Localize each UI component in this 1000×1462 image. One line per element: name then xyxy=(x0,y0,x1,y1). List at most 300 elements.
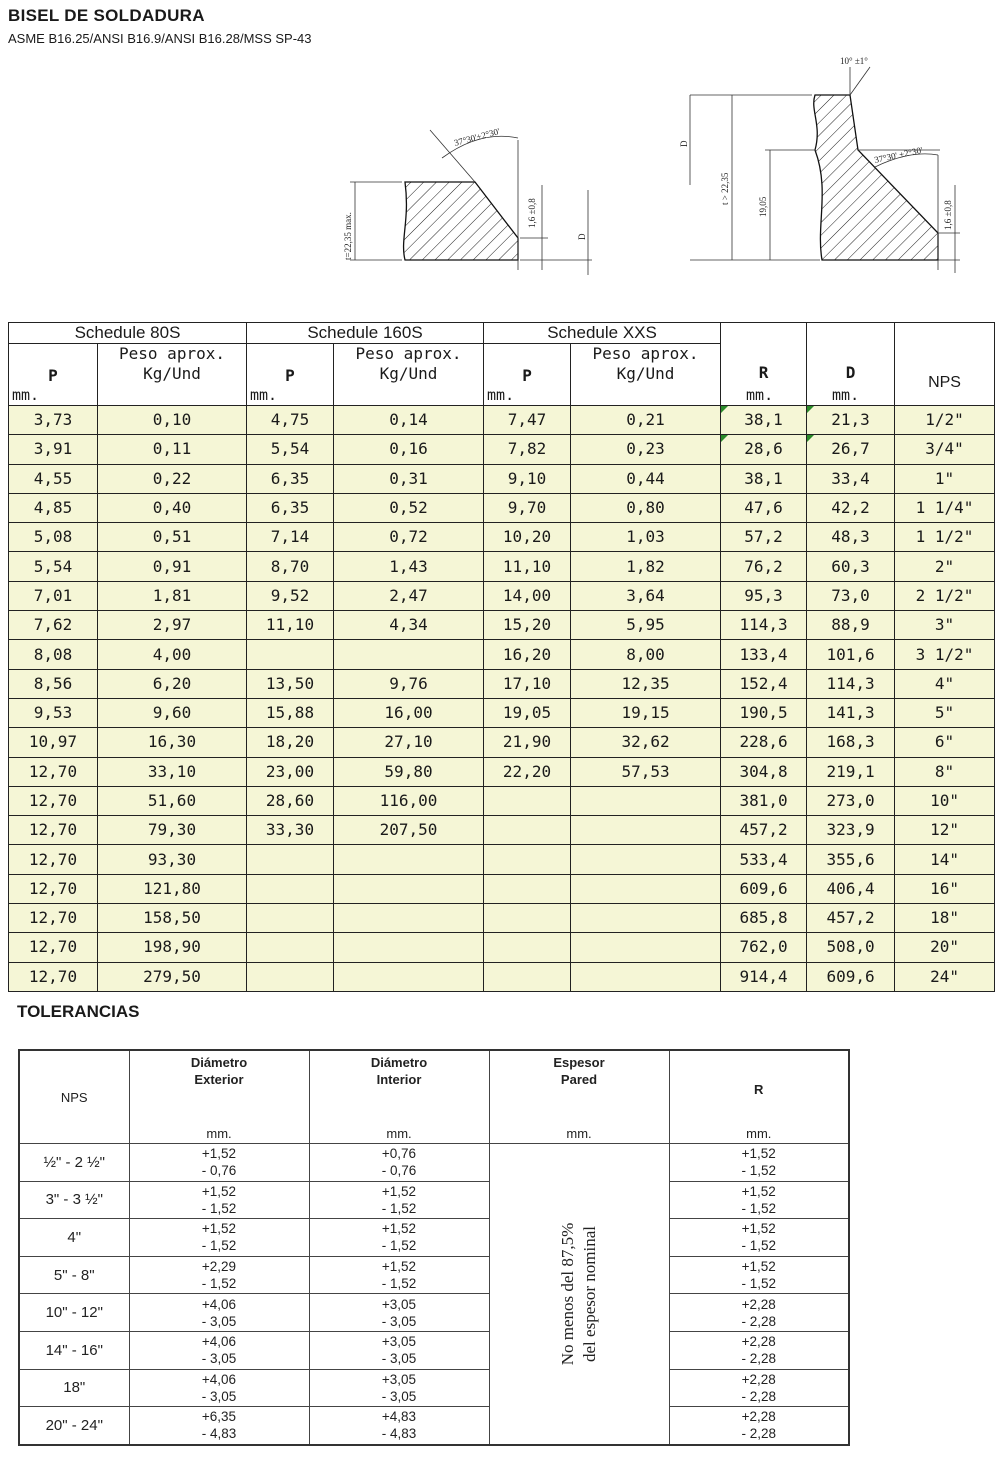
table-cell: 7,01 xyxy=(9,581,98,610)
tol-minus: - 2,28 xyxy=(741,1426,777,1442)
tol-nps-cell: 18" xyxy=(19,1369,129,1407)
table-cell xyxy=(571,904,721,933)
table-cell: 21,3 xyxy=(807,406,895,435)
table-cell: 0,31 xyxy=(334,464,484,493)
table-cell: 9,60 xyxy=(98,698,247,727)
tol-minus: - 0,76 xyxy=(381,1163,417,1179)
table-cell: 2,47 xyxy=(334,581,484,610)
tol-plus: +2,28 xyxy=(741,1334,776,1350)
table-cell: 3/4" xyxy=(895,435,995,464)
table-cell: 26,7 xyxy=(807,435,895,464)
table-cell xyxy=(334,962,484,991)
tol-minus: - 3,05 xyxy=(381,1313,417,1329)
table-cell xyxy=(571,816,721,845)
table-cell xyxy=(247,874,334,903)
tol-value-cell xyxy=(669,1181,849,1219)
tol-plus: +1,52 xyxy=(201,1221,237,1237)
tol-plus: +1,52 xyxy=(201,1146,237,1162)
tol-value-cell xyxy=(309,1219,489,1257)
table-cell: 76,2 xyxy=(721,552,807,581)
schedule-table xyxy=(8,322,995,992)
tol-r-header: R mm. xyxy=(669,1050,849,1144)
table-cell: 7,14 xyxy=(247,523,334,552)
table-cell: 5,95 xyxy=(571,611,721,640)
tol-minus: - 1,52 xyxy=(201,1200,237,1216)
table-row xyxy=(19,1369,849,1407)
table-cell: 228,6 xyxy=(721,728,807,757)
table-cell: 24" xyxy=(895,962,995,991)
wall-note-line-1: No menos del 87,5% xyxy=(558,1222,577,1366)
tol-minus: - 2,28 xyxy=(741,1313,777,1329)
tol-value-cell xyxy=(129,1219,309,1257)
table-cell: 3,91 xyxy=(9,435,98,464)
table-cell: 1/2" xyxy=(895,406,995,435)
table-cell: 0,23 xyxy=(571,435,721,464)
diameter-label: D xyxy=(679,140,689,147)
tolerances-table xyxy=(18,1049,850,1446)
table-cell: 12,70 xyxy=(9,816,98,845)
table-cell: 1,03 xyxy=(571,523,721,552)
table-row xyxy=(9,493,995,522)
table-cell: 10,20 xyxy=(484,523,571,552)
tol-minus: - 3,05 xyxy=(381,1388,417,1404)
table-cell: 3,64 xyxy=(571,581,721,610)
table-cell: 457,2 xyxy=(807,904,895,933)
table-cell xyxy=(247,904,334,933)
table-cell: 16" xyxy=(895,874,995,903)
table-cell: 9,70 xyxy=(484,493,571,522)
table-cell xyxy=(334,933,484,962)
tol-plus: +2,29 xyxy=(201,1259,237,1275)
table-cell: 0,91 xyxy=(98,552,247,581)
table-cell xyxy=(571,845,721,874)
tol-plus: +1,52 xyxy=(381,1259,417,1275)
tol-plus: +1,52 xyxy=(381,1183,417,1199)
table-cell: 273,0 xyxy=(807,786,895,815)
table-cell: 141,3 xyxy=(807,698,895,727)
tol-value-cell xyxy=(129,1407,309,1445)
table-cell: 17,10 xyxy=(484,669,571,698)
table-cell: 12,70 xyxy=(9,757,98,786)
tol-minus: - 1,52 xyxy=(741,1238,777,1254)
table-cell: 762,0 xyxy=(721,933,807,962)
table-cell: 323,9 xyxy=(807,816,895,845)
table-cell: 114,3 xyxy=(721,611,807,640)
table-cell: 4,55 xyxy=(9,464,98,493)
schedule-table-body xyxy=(9,406,995,992)
table-cell: 33,10 xyxy=(98,757,247,786)
table-cell: 16,20 xyxy=(484,640,571,669)
tol-plus: +1,52 xyxy=(201,1183,237,1199)
table-cell: 0,10 xyxy=(98,406,247,435)
table-cell: 23,00 xyxy=(247,757,334,786)
tol-minus: - 2,28 xyxy=(741,1388,777,1404)
table-cell: 48,3 xyxy=(807,523,895,552)
table-cell: 0,16 xyxy=(334,435,484,464)
tol-plus: +1,52 xyxy=(741,1146,776,1162)
tol-plus: +1,52 xyxy=(381,1221,417,1237)
schedule-xxs-header: Schedule XXS xyxy=(484,323,721,344)
table-cell xyxy=(484,816,571,845)
table-cell: 5,08 xyxy=(9,523,98,552)
table-row xyxy=(9,757,995,786)
table-cell: 533,4 xyxy=(721,845,807,874)
tol-minus: - 1,52 xyxy=(741,1200,777,1216)
table-cell: 3" xyxy=(895,611,995,640)
top-angle-label: 10° ±1° xyxy=(840,56,868,66)
table-cell: 33,30 xyxy=(247,816,334,845)
table-cell: 207,50 xyxy=(334,816,484,845)
tol-plus: +1,52 xyxy=(741,1259,776,1275)
table-row xyxy=(9,640,995,669)
table-cell: 8,08 xyxy=(9,640,98,669)
table-cell: 168,3 xyxy=(807,728,895,757)
tol-value-cell xyxy=(309,1369,489,1407)
tol-plus: +3,05 xyxy=(381,1371,417,1387)
tol-nps-cell: 14" - 16" xyxy=(19,1331,129,1369)
table-cell xyxy=(571,962,721,991)
table-cell: 33,4 xyxy=(807,464,895,493)
table-cell: 12,70 xyxy=(9,904,98,933)
p-header: P mm. xyxy=(484,344,571,406)
table-cell: 16,00 xyxy=(334,698,484,727)
table-cell: 15,88 xyxy=(247,698,334,727)
tol-value-cell xyxy=(309,1181,489,1219)
table-cell xyxy=(571,874,721,903)
table-cell: 28,60 xyxy=(247,786,334,815)
table-cell: 95,3 xyxy=(721,581,807,610)
table-cell: 0,40 xyxy=(98,493,247,522)
table-cell: 6,20 xyxy=(98,669,247,698)
table-cell: 47,6 xyxy=(721,493,807,522)
tol-nps-cell: 10" - 12" xyxy=(19,1294,129,1332)
tol-plus: +4,06 xyxy=(201,1334,237,1350)
table-cell: 101,6 xyxy=(807,640,895,669)
table-cell: 15,20 xyxy=(484,611,571,640)
table-cell: 0,51 xyxy=(98,523,247,552)
table-cell: 22,20 xyxy=(484,757,571,786)
table-row xyxy=(9,874,995,903)
table-cell: 28,6 xyxy=(721,435,807,464)
table-cell: 0,80 xyxy=(571,493,721,522)
table-cell: 8,56 xyxy=(9,669,98,698)
table-cell: 7,82 xyxy=(484,435,571,464)
table-cell: 1 1/2" xyxy=(895,523,995,552)
tol-value-cell xyxy=(129,1256,309,1294)
table-cell: 609,6 xyxy=(807,962,895,991)
bevel-diagram-thick-wall xyxy=(670,55,970,280)
table-cell: 10,97 xyxy=(9,728,98,757)
table-cell xyxy=(334,845,484,874)
table-cell: 19,15 xyxy=(571,698,721,727)
table-cell: 11,10 xyxy=(484,552,571,581)
tolerances-title: TOLERANCIAS xyxy=(17,1002,140,1021)
tol-value-cell xyxy=(129,1181,309,1219)
table-row xyxy=(19,1181,849,1219)
table-cell: 59,80 xyxy=(334,757,484,786)
table-cell: 0,72 xyxy=(334,523,484,552)
tol-plus: +1,52 xyxy=(741,1183,776,1199)
table-cell: 1,43 xyxy=(334,552,484,581)
tol-minus: - 1,52 xyxy=(381,1238,417,1254)
table-cell: 1,81 xyxy=(98,581,247,610)
table-cell: 198,90 xyxy=(98,933,247,962)
table-cell: 5,54 xyxy=(9,552,98,581)
table-cell: 121,80 xyxy=(98,874,247,903)
tol-plus: +4,83 xyxy=(381,1409,417,1425)
tol-value-cell xyxy=(309,1331,489,1369)
table-row xyxy=(9,552,995,581)
table-row xyxy=(19,1219,849,1257)
table-cell: 304,8 xyxy=(721,757,807,786)
tol-minus: - 1,52 xyxy=(201,1238,237,1254)
table-row xyxy=(19,1256,849,1294)
table-cell: 406,4 xyxy=(807,874,895,903)
table-row xyxy=(9,523,995,552)
table-cell: 0,52 xyxy=(334,493,484,522)
bevel-diagram-thin-wall xyxy=(330,110,630,280)
table-row xyxy=(9,581,995,610)
table-cell: 9,10 xyxy=(484,464,571,493)
table-cell xyxy=(334,874,484,903)
table-cell: 158,50 xyxy=(98,904,247,933)
table-row xyxy=(9,406,995,435)
table-cell: 11,10 xyxy=(247,611,334,640)
table-cell: 914,4 xyxy=(721,962,807,991)
table-cell: 508,0 xyxy=(807,933,895,962)
table-cell xyxy=(484,933,571,962)
table-cell: 51,60 xyxy=(98,786,247,815)
table-cell: 8,00 xyxy=(571,640,721,669)
table-cell: 355,6 xyxy=(807,845,895,874)
table-cell: 0,11 xyxy=(98,435,247,464)
depth-label: 19,05 xyxy=(758,196,768,217)
table-cell: 20" xyxy=(895,933,995,962)
table-cell: 114,3 xyxy=(807,669,895,698)
table-cell: 4,85 xyxy=(9,493,98,522)
table-cell: 12,35 xyxy=(571,669,721,698)
table-cell: 5,54 xyxy=(247,435,334,464)
table-cell xyxy=(247,845,334,874)
table-cell: 14" xyxy=(895,845,995,874)
tolerances-table-body xyxy=(19,1144,849,1445)
tol-nps-header: NPS xyxy=(19,1050,129,1144)
tol-minus: - 1,52 xyxy=(381,1276,417,1292)
table-cell: 93,30 xyxy=(98,845,247,874)
tol-nps-cell: 4" xyxy=(19,1219,129,1257)
table-cell: 60,3 xyxy=(807,552,895,581)
tol-value-cell xyxy=(669,1331,849,1369)
tol-minus: - 3,05 xyxy=(201,1351,237,1367)
page-title: BISEL DE SOLDADURA xyxy=(8,6,205,25)
tol-plus: +1,52 xyxy=(741,1221,776,1237)
table-cell xyxy=(484,962,571,991)
table-row xyxy=(9,816,995,845)
wall-note-line-2: del espesor nominal xyxy=(580,1225,599,1362)
table-cell: 9,52 xyxy=(247,581,334,610)
table-row xyxy=(9,933,995,962)
table-cell xyxy=(247,933,334,962)
bevel-angle-label: 37°30' ±2°30' xyxy=(873,144,924,165)
tol-value-cell xyxy=(669,1407,849,1445)
schedule-160s-header: Schedule 160S xyxy=(247,323,484,344)
table-cell: 7,62 xyxy=(9,611,98,640)
tol-value-cell xyxy=(129,1294,309,1332)
table-cell: 685,8 xyxy=(721,904,807,933)
table-cell xyxy=(247,640,334,669)
tol-plus: +6,35 xyxy=(201,1409,237,1425)
peso-header: Peso aprox. Kg/Und xyxy=(571,344,721,406)
tol-plus: +2,28 xyxy=(741,1296,776,1312)
tol-minus: - 3,05 xyxy=(381,1351,417,1367)
table-cell: 0,22 xyxy=(98,464,247,493)
land-label: 1,6 ±0,8 xyxy=(943,200,953,230)
table-cell: 6" xyxy=(895,728,995,757)
table-cell xyxy=(484,845,571,874)
tol-id-header: Diámetro Interior mm. xyxy=(309,1050,489,1144)
table-cell: 42,2 xyxy=(807,493,895,522)
tol-wall-header: Espesor Pared mm. xyxy=(489,1050,669,1144)
tol-minus: - 1,52 xyxy=(201,1276,237,1292)
table-row xyxy=(19,1294,849,1332)
table-cell xyxy=(484,904,571,933)
tol-minus: - 0,76 xyxy=(201,1163,237,1179)
tol-minus: - 1,52 xyxy=(741,1276,777,1292)
tol-plus: +4,06 xyxy=(201,1371,237,1387)
table-cell: 4,34 xyxy=(334,611,484,640)
table-cell: 4" xyxy=(895,669,995,698)
table-cell: 12,70 xyxy=(9,874,98,903)
table-row xyxy=(9,698,995,727)
table-row xyxy=(9,962,995,991)
table-row xyxy=(9,435,995,464)
tol-plus: +2,28 xyxy=(741,1371,776,1387)
table-cell xyxy=(571,933,721,962)
table-cell: 12,70 xyxy=(9,845,98,874)
table-cell: 3,73 xyxy=(9,406,98,435)
tol-nps-cell: ½" - 2 ½" xyxy=(19,1144,129,1182)
table-cell: 9,76 xyxy=(334,669,484,698)
table-cell: 10" xyxy=(895,786,995,815)
table-row xyxy=(19,1331,849,1369)
table-cell: 19,05 xyxy=(484,698,571,727)
tol-minus: - 4,83 xyxy=(381,1426,417,1442)
table-cell: 57,53 xyxy=(571,757,721,786)
table-cell: 88,9 xyxy=(807,611,895,640)
table-cell: 133,4 xyxy=(721,640,807,669)
table-cell: 4,75 xyxy=(247,406,334,435)
r-header: R mm. xyxy=(721,323,807,406)
table-cell: 0,14 xyxy=(334,406,484,435)
table-cell: 7,47 xyxy=(484,406,571,435)
tol-minus: - 3,05 xyxy=(201,1388,237,1404)
tol-value-cell xyxy=(129,1331,309,1369)
table-cell: 8" xyxy=(895,757,995,786)
table-cell: 1" xyxy=(895,464,995,493)
table-cell xyxy=(484,786,571,815)
bevel-angle-label: 37°30'±2°30' xyxy=(452,126,501,148)
table-cell: 1 1/4" xyxy=(895,493,995,522)
table-cell: 9,53 xyxy=(9,698,98,727)
table-cell: 279,50 xyxy=(98,962,247,991)
tol-plus: +0,76 xyxy=(381,1146,417,1162)
tol-plus: +2,28 xyxy=(741,1409,776,1425)
table-cell: 57,2 xyxy=(721,523,807,552)
table-cell: 0,44 xyxy=(571,464,721,493)
table-cell: 38,1 xyxy=(721,406,807,435)
tol-od-header: Diámetro Exterior mm. xyxy=(129,1050,309,1144)
tol-minus: - 3,05 xyxy=(201,1313,237,1329)
table-row xyxy=(9,611,995,640)
table-cell: 1,82 xyxy=(571,552,721,581)
table-row xyxy=(9,786,995,815)
peso-header: Peso aprox. Kg/Und xyxy=(334,344,484,406)
schedule-80s-header: Schedule 80S xyxy=(9,323,247,344)
table-row xyxy=(9,728,995,757)
table-cell: 18" xyxy=(895,904,995,933)
table-cell: 152,4 xyxy=(721,669,807,698)
table-cell xyxy=(334,640,484,669)
table-cell: 12" xyxy=(895,816,995,845)
table-cell: 6,35 xyxy=(247,493,334,522)
tol-plus: +3,05 xyxy=(381,1296,417,1312)
thickness-label: t > 22,35 xyxy=(720,172,730,205)
table-cell: 73,0 xyxy=(807,581,895,610)
table-cell: 2,97 xyxy=(98,611,247,640)
table-row xyxy=(19,1144,849,1182)
table-cell: 12,70 xyxy=(9,962,98,991)
tol-minus: - 1,52 xyxy=(381,1200,417,1216)
table-cell: 32,62 xyxy=(571,728,721,757)
table-cell: 219,1 xyxy=(807,757,895,786)
table-cell: 3 1/2" xyxy=(895,640,995,669)
table-cell xyxy=(484,874,571,903)
tol-value-cell xyxy=(309,1256,489,1294)
table-cell: 2 1/2" xyxy=(895,581,995,610)
table-cell: 6,35 xyxy=(247,464,334,493)
tol-wall-note-cell xyxy=(489,1144,669,1445)
table-cell xyxy=(334,904,484,933)
tol-minus: - 1,52 xyxy=(741,1163,777,1179)
table-cell: 609,6 xyxy=(721,874,807,903)
table-cell: 116,00 xyxy=(334,786,484,815)
tol-plus: +3,05 xyxy=(381,1334,417,1350)
tol-minus: - 2,28 xyxy=(741,1351,777,1367)
table-row xyxy=(9,904,995,933)
table-cell: 16,30 xyxy=(98,728,247,757)
tol-value-cell xyxy=(309,1144,489,1182)
table-cell: 13,50 xyxy=(247,669,334,698)
tol-value-cell xyxy=(669,1219,849,1257)
table-row xyxy=(19,1407,849,1445)
thickness-label: t=22,35 max. xyxy=(343,212,353,260)
peso-header: Peso aprox. Kg/Und xyxy=(98,344,247,406)
pipe-wall-section xyxy=(814,95,938,260)
p-header: P mm. xyxy=(9,344,98,406)
table-cell: 5" xyxy=(895,698,995,727)
page-subtitle: ASME B16.25/ANSI B16.9/ANSI B16.28/MSS SP-43 xyxy=(8,31,312,46)
tol-value-cell xyxy=(669,1369,849,1407)
table-row xyxy=(9,845,995,874)
table-row xyxy=(9,464,995,493)
table-cell: 381,0 xyxy=(721,786,807,815)
table-cell: 0,21 xyxy=(571,406,721,435)
tol-value-cell xyxy=(669,1144,849,1182)
table-cell: 457,2 xyxy=(721,816,807,845)
table-cell: 38,1 xyxy=(721,464,807,493)
tol-value-cell xyxy=(129,1369,309,1407)
tol-value-cell xyxy=(309,1294,489,1332)
